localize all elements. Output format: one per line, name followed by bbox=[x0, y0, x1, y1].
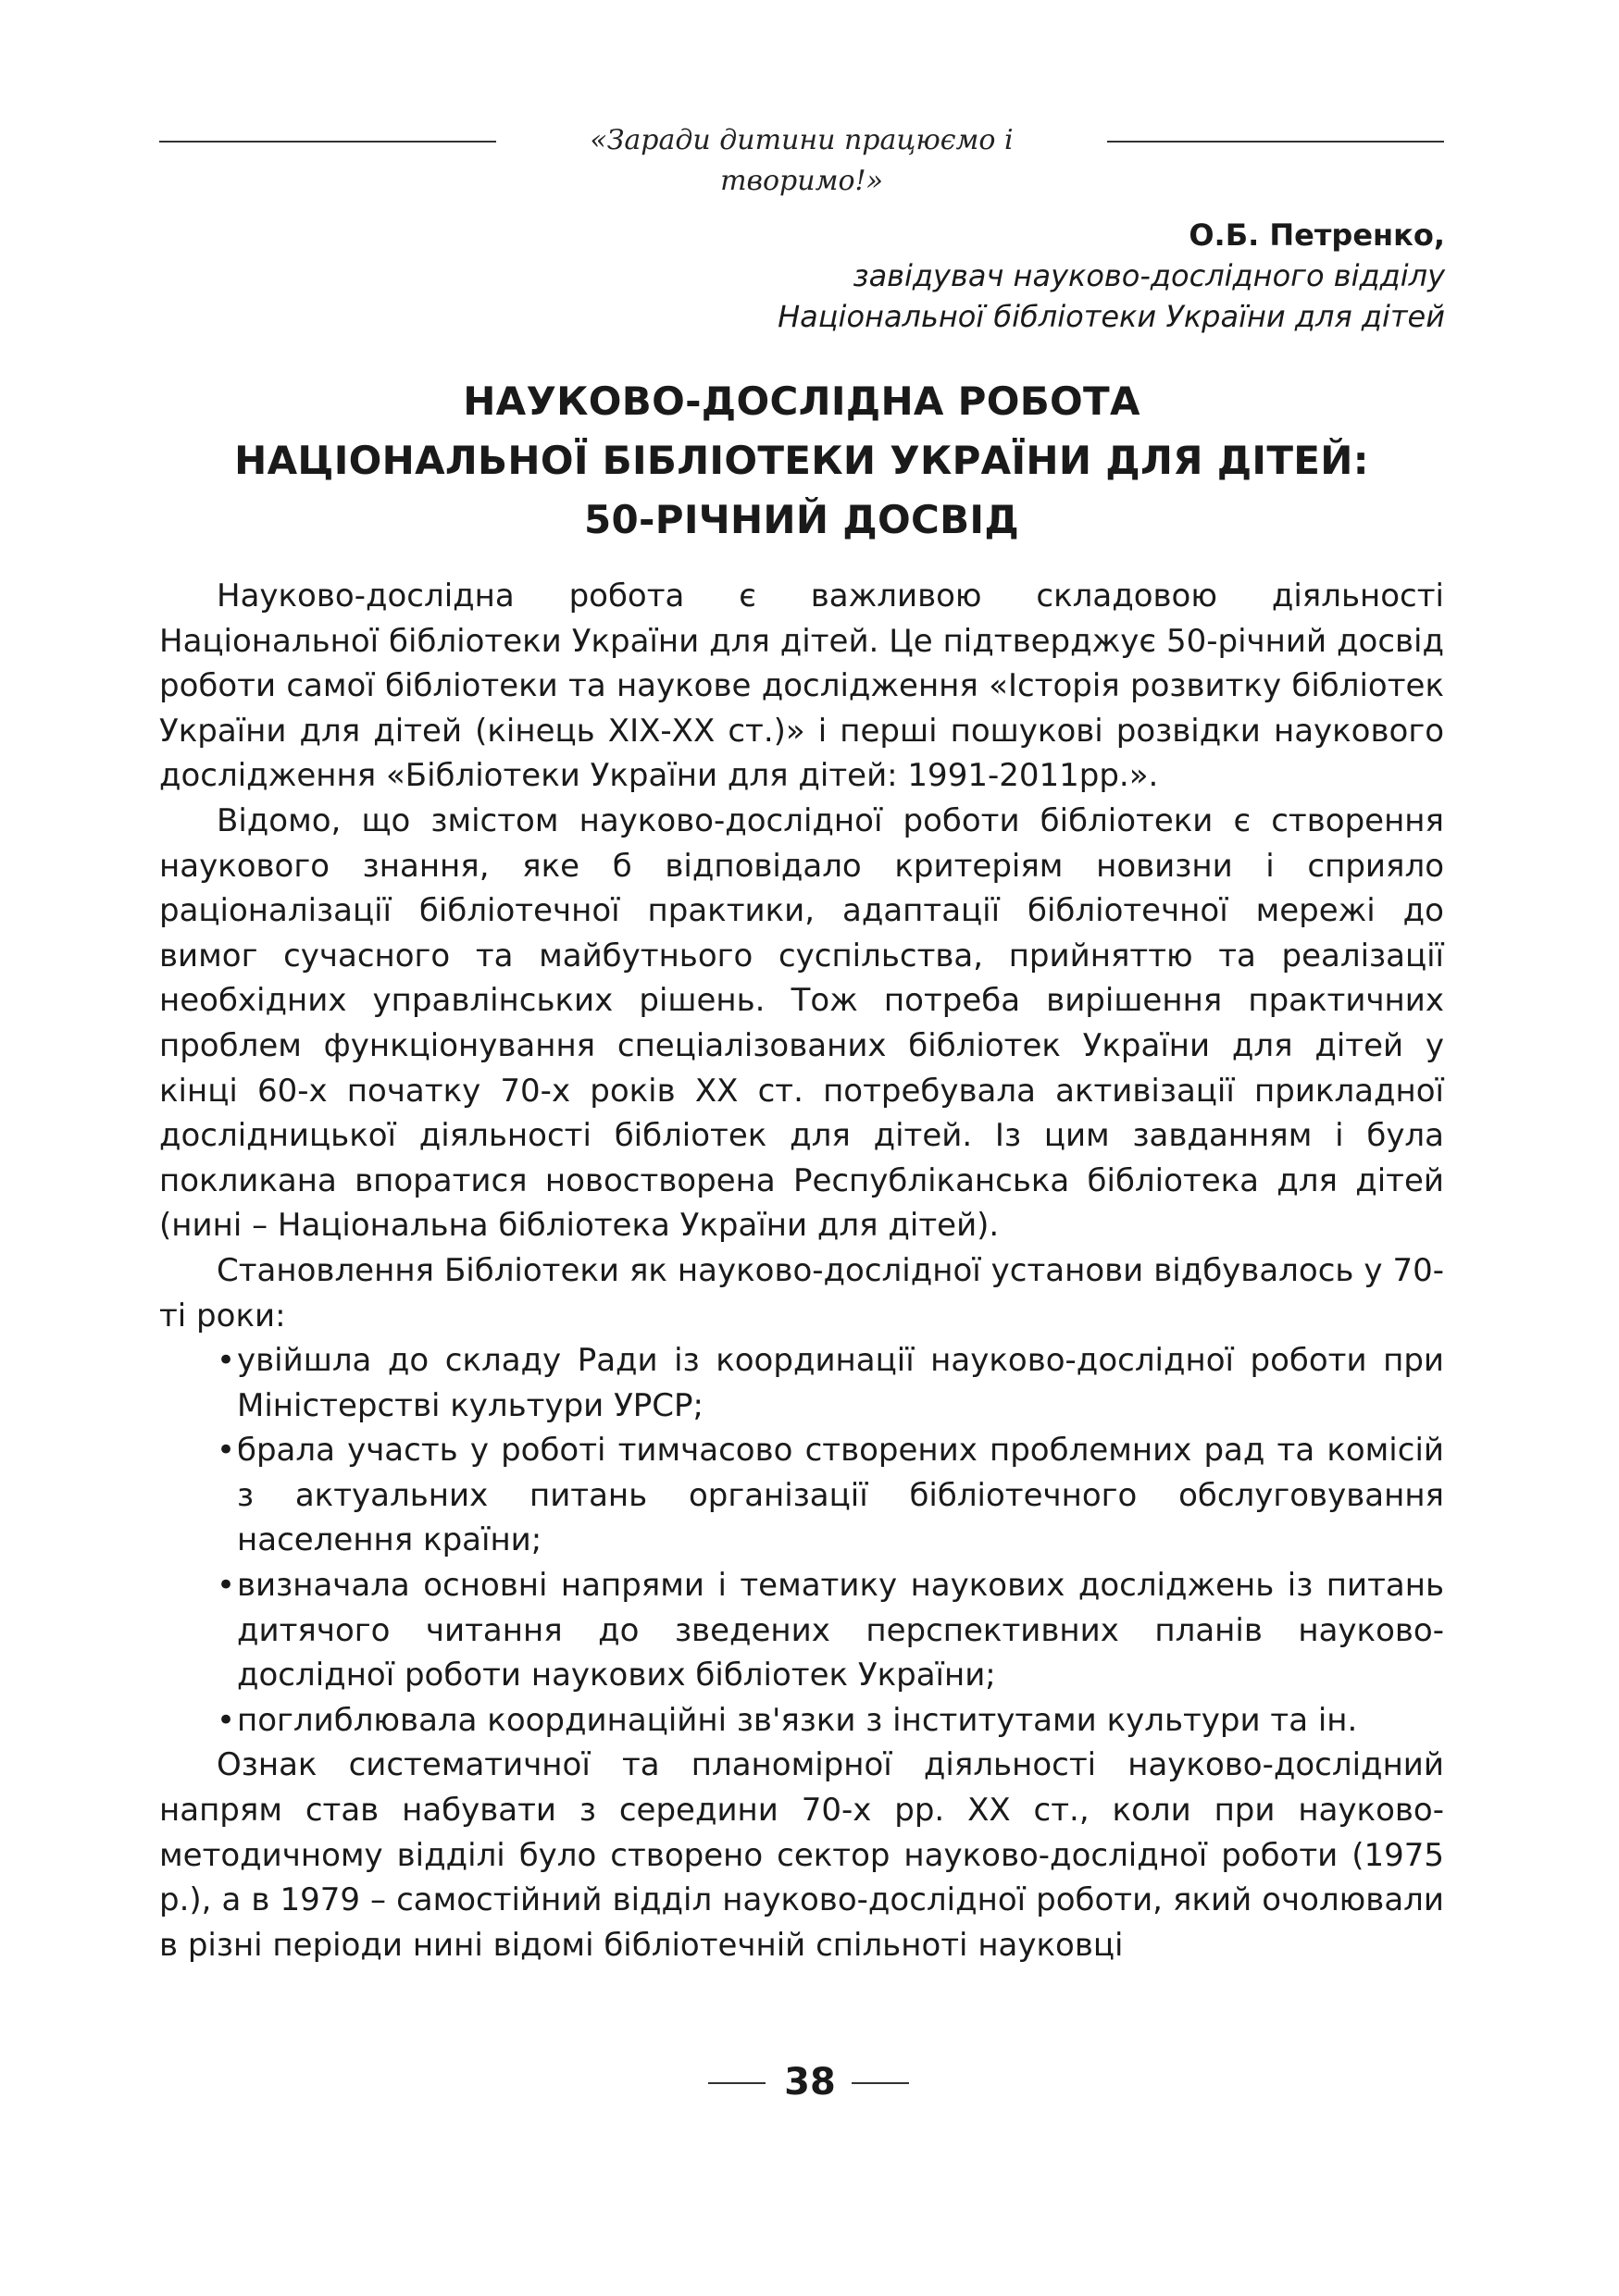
page-number-rule-left bbox=[708, 2082, 766, 2084]
bullet-text: брала участь у роботі тимчасово створених проблемних рад та комісій з актуальних питань організації бібліотечного обслуговування населення країни; bbox=[237, 1432, 1444, 1559]
bullet-text: увійшла до складу Ради із координації науково-дослідної роботи при Міністерстві культури УРСР; bbox=[237, 1342, 1444, 1424]
page-number-rule-right bbox=[852, 2082, 909, 2084]
paragraph-1: Науково-дослідна робота є важливою складовою діяльності Національної бібліотеки України для дітей. Це підтверджує 50-річний досвід роботи самої бібліотеки та наукове дослідження «Історія розвитку бібліотек України для дітей (кінець ХІХ-ХХ ст.)» і перші пошукові розвідки наукового дослідження «Бібліотеки України для дітей: 1991-2011рр.». bbox=[159, 577, 1444, 795]
header-rule-right bbox=[1107, 141, 1444, 143]
article-title bbox=[159, 372, 1444, 550]
paragraph-3: Становлення Бібліотеки як науково-дослідної установи відбувалось у 70-ті роки: bbox=[159, 1251, 1444, 1334]
running-header bbox=[159, 120, 1444, 197]
bullet-icon: • bbox=[217, 1567, 236, 1605]
bullet-icon: • bbox=[217, 1342, 236, 1380]
paragraph-4: Ознак систематичної та планомірної діяльності науково-дослідний напрям став набувати з середини 70-х рр. ХХ ст., коли при науково-методичному відділі було створено сектор науково-дослідної роботи (1975 р.), а в 1979 – самостійний відділ науково-дослідної роботи, який очолювали в різні періоди нині відомі бібліотечній спільноті науковці bbox=[159, 1746, 1444, 1964]
list-item bbox=[159, 1428, 1444, 1563]
author-block bbox=[778, 215, 1445, 337]
title-line-3: 50-РІЧНИЙ ДОСВІД bbox=[583, 497, 1020, 542]
article-body bbox=[159, 574, 1444, 1967]
list-item bbox=[159, 1563, 1444, 1698]
title-line-2: НАЦІОНАЛЬНОЇ БІБЛІОТЕКИ УКРАЇНИ ДЛЯ ДІТЕЙ: bbox=[234, 438, 1369, 483]
header-rule-left bbox=[159, 141, 496, 143]
page-footer bbox=[0, 2054, 1619, 2110]
title-line-1: НАУКОВО-ДОСЛІДНА РОБОТА bbox=[463, 379, 1140, 424]
bullet-icon: • bbox=[217, 1701, 236, 1739]
paragraph-2: Відомо, що змістом науково-дослідної роботи бібліотеки є створення наукового знання, яке б відповідало критеріям новизни і сприяло раціоналізації бібліотечної практики, адаптації бібліотечної мережі до вимог сучасного та майбутнього суспільства, прийняттю та реалізації необхідних управлінських рішень. Тож потреба вирішення практичних проблем функціонування спеціалізованих бібліотек України для дітей у кінці 60-х початку 70-х років ХХ ст. потребувала активізації прикладної дослідницької діяльності бібліотек для дітей. Із цим завданням і була покликана впоратися новостворена Республіканська бібліотека для дітей (нині – Національна бібліотека України для дітей). bbox=[159, 801, 1444, 1245]
page-number: 38 bbox=[784, 2061, 836, 2104]
list-item bbox=[159, 1698, 1444, 1744]
author-institution: Національної бібліотеки України для дітей bbox=[778, 299, 1445, 334]
bullet-list bbox=[159, 1338, 1444, 1743]
author-position: завідувач науково-дослідного відділу bbox=[853, 258, 1445, 293]
bullet-icon: • bbox=[217, 1432, 236, 1470]
author-name: О.Б. Петренко, bbox=[1189, 217, 1445, 253]
bullet-text: поглиблювала координаційні зв'язки з інститутами культури та ін. bbox=[237, 1701, 1358, 1739]
header-motto: «Заради дитини працюємо і творимо!» bbox=[590, 124, 1014, 197]
list-item bbox=[159, 1338, 1444, 1428]
bullet-text: визначала основні напрями і тематику наукових досліджень із питань дитячого читання до зведених перспективних планів науково-дослідної роботи наукових бібліотек України; bbox=[237, 1567, 1444, 1694]
